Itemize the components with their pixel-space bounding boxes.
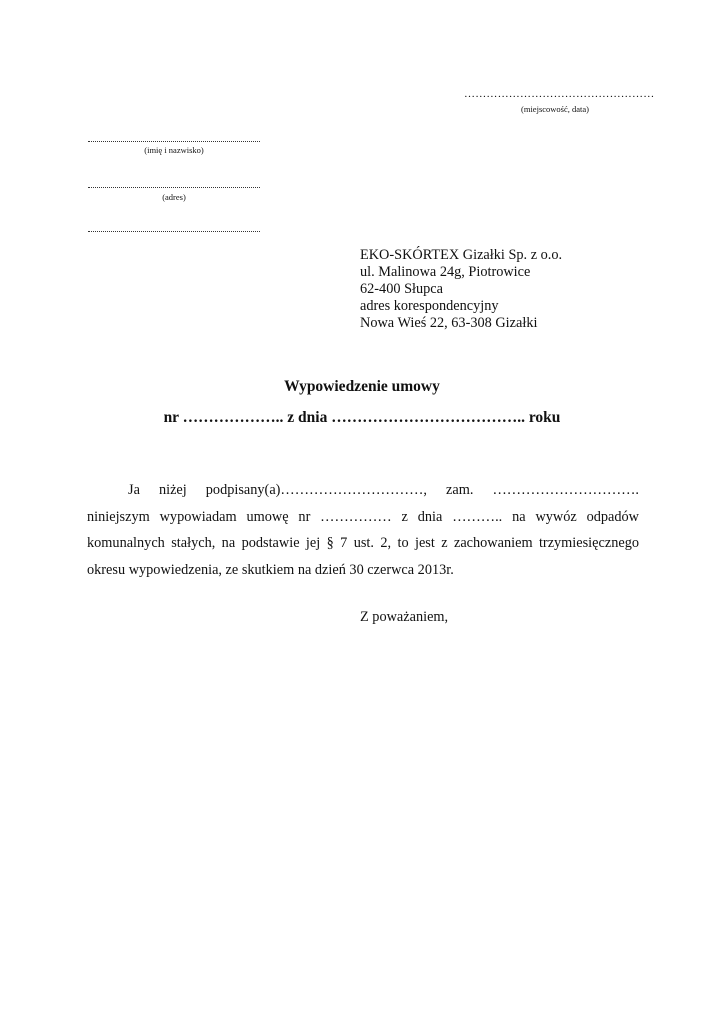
sender-address-line [88,187,260,188]
recipient-correspondence-address: Nowa Wieś 22, 63-308 Gizałki [360,315,538,331]
document-title: Wypowiedzenie umowy [284,378,440,395]
recipient-company: EKO-SKÓRTEX Gizałki Sp. z o.o. [360,247,563,263]
date-place-line: …………………………………………… [464,88,655,100]
recipient-correspondence-label: adres korespondencyjny [360,298,499,314]
body-paragraph: Ja niżej podpisany(a)…………………………, zam. …………………………. niniejszym wypowiadam umowę nr …………… z dnia ……….. na wywóz odpadów komunalnych stałych, na podstawie jej § 7 ust. 2, to jest z zachowaniem trzymiesięcznego okresu wypowiedzenia, ze skutkiem na dzień 30 czerwca 2013r. [87,482,639,578]
closing-phrase: Z poważaniem, [360,609,449,625]
document-subtitle: nr ……………….. z dnia ……………………………….. roku [163,409,561,426]
recipient-block [360,247,562,332]
sender-address-line-2 [88,231,260,232]
recipient-street: ul. Malinowa 24g, Piotrowice [360,264,531,280]
sender-name-line [88,141,260,142]
recipient-city: 62-400 Słupca [360,281,443,297]
date-place-caption: (miejscowość, data) [521,104,589,114]
sender-name-caption: (imię i nazwisko) [144,145,204,155]
sender-address-caption: (adres) [162,192,186,202]
